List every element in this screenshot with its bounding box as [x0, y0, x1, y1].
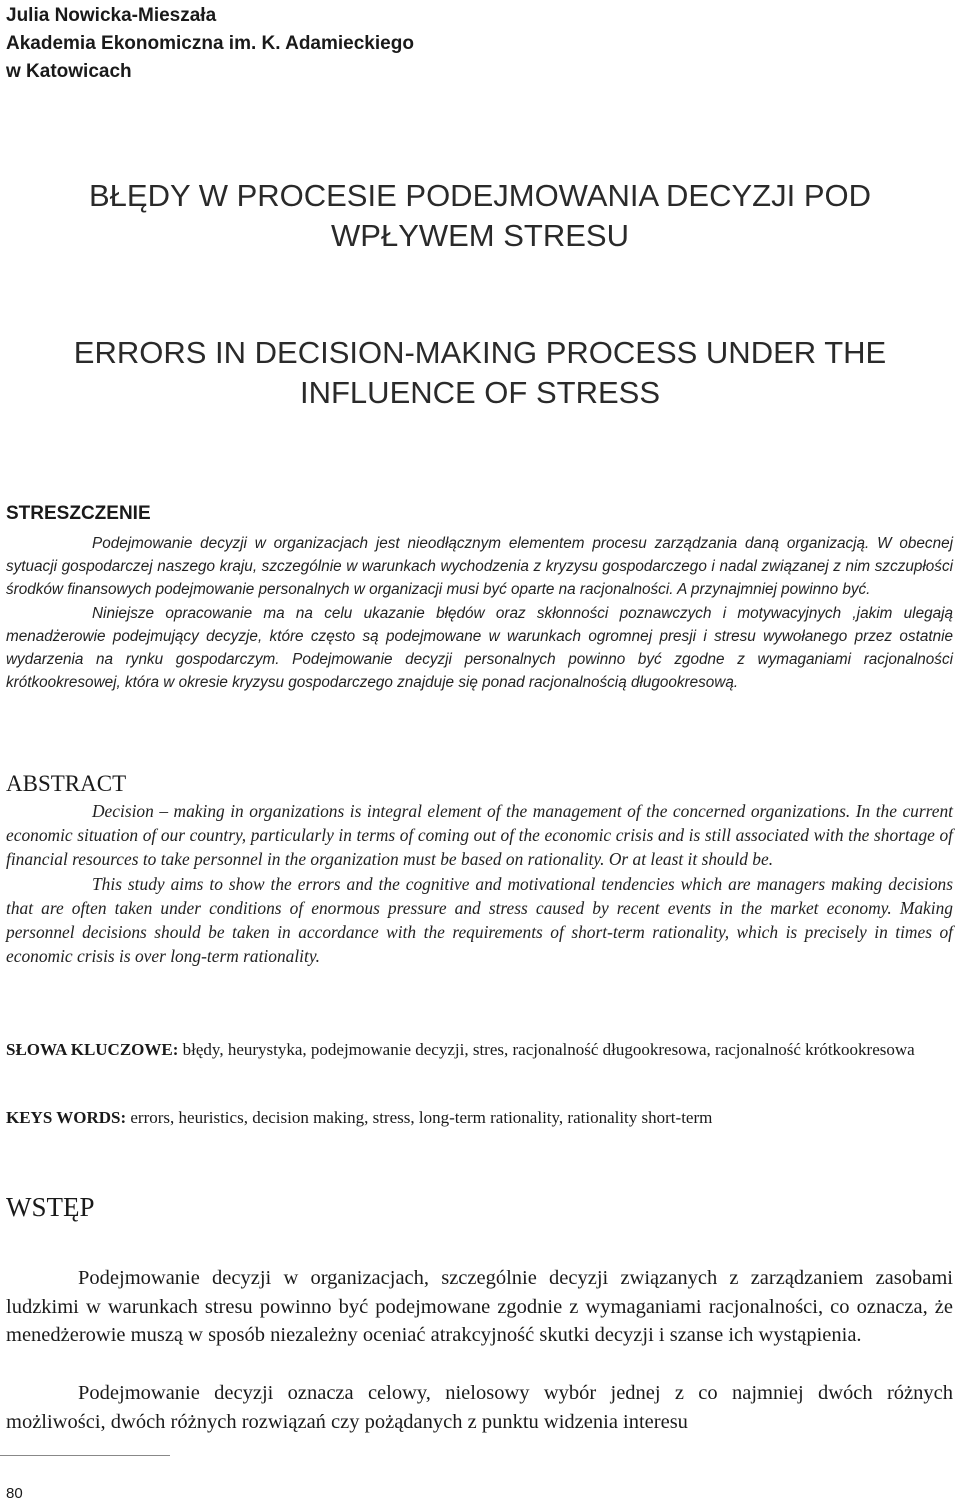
affiliation-line-1: Akademia Ekonomiczna im. K. Adamieckiego — [6, 33, 414, 54]
streszczenie-paragraph-2: Niniejsze opracowanie ma na celu ukazanie błędów oraz skłonności poznawczych i motywacyjnych ,jakim ulegają menadżerowie podejmujący decyzje, które często są podejmowane w warunkach ogromnej presji i stresu wywołanego przez ostatnie wydarzenia na rynku gospodarczym. Podejmowanie decyzji personalnych powinno być zgodne z wymaganiami racjonalności krótkookresowej, która w okresie kryzysu gospodarczego znajduje się ponad racjonalnością długookresową. — [6, 604, 953, 692]
title-english — [0, 333, 960, 413]
keywords-polish-label: SŁOWA KLUCZOWE: — [6, 1040, 179, 1059]
abstract-paragraph-2: This study aims to show the errors and the cognitive and motivational tendencies which are managers making decisions that are often taken under conditions of enormous pressure and stress caused by recent events in the market economy. Making personnel decisions should be taken in accordance with the requirements of short-term rationality, which is precisely in times of economic crisis is over long-term rationality. — [6, 873, 953, 967]
author-name: Julia Nowicka-Mieszała — [6, 5, 217, 26]
keywords-english-text: errors, heuristics, decision making, stress, long-term rationality, rationality short-term — [130, 1108, 713, 1127]
author-block — [6, 2, 414, 86]
keywords-english — [6, 1106, 953, 1130]
keywords-english-label: KEYS WORDS: — [6, 1108, 127, 1127]
title-polish-line-2: WPŁYWEM STRESU — [331, 218, 629, 253]
intro-paragraph-1: Podejmowanie decyzji w organizacjach, szczególnie decyzji związanych z zarządzaniem zasobami ludzkimi w warunkach stresu powinno być podejmowane zgodnie z wymaganiami racjonalności, co oznacza, że menedżerowie muszą w sposób niezależny oceniać atrakcyjność skutki decyzji i szanse ich wystąpienia. — [6, 1267, 953, 1347]
title-polish — [0, 176, 960, 256]
title-english-line-1: ERRORS IN DECISION-MAKING PROCESS UNDER THE — [73, 335, 887, 370]
intro-paragraph-2: Podejmowanie decyzji oznacza celowy, nielosowy wybór jednej z co najmniej dwóch różnych możliwości, dwóch różnych rozwiązań czy pożądanych z punktu widzenia interesu — [6, 1382, 953, 1433]
keywords-polish — [6, 1038, 953, 1062]
abstract-paragraph-1: Decision – making in organizations is integral element of the management of the concerned organizations. In the current economic situation of our country, particularly in terms of coming out of the economic crisis and is still associated with the shortage of financial resources to take personnel in the organization must be based on rationality. Or at least it should be. — [6, 801, 953, 870]
title-english-line-2: INFLUENCE OF STRESS — [300, 375, 660, 410]
streszczenie-heading: STRESZCZENIE — [6, 503, 151, 524]
streszczenie-paragraph-1: Podejmowanie decyzji w organizacjach jest nieodłącznym elementem procesu zarządzania daną organizacją. W obecnej sytuacji gospodarczej naszego kraju, szczególnie w warunkach wychodzenia z kryzysu gospodarczego i nadal związanej z nim szczupłości środków finansowych podejmowanie personalnych w organizacji musi być oparte na racjonalności. A przynajmniej powinno być. — [6, 535, 953, 599]
affiliation-line-2: w Katowicach — [6, 61, 132, 82]
title-polish-line-1: BŁĘDY W PROCESIE PODEJMOWANIA DECYZJI POD — [88, 178, 872, 213]
abstract-body — [6, 799, 953, 968]
keywords-polish-text: błędy, heurystyka, podejmowanie decyzji, stres, racjonalność długookresowa, racjonalność krótkookresowa — [182, 1040, 915, 1059]
intro-paragraph-2-block — [6, 1379, 953, 1436]
abstract-heading: ABSTRACT — [6, 771, 127, 796]
page-number: 80 — [6, 1485, 23, 1502]
streszczenie-body — [6, 532, 953, 694]
intro-paragraph-1-block — [6, 1264, 953, 1350]
intro-heading: WSTĘP — [6, 1192, 95, 1222]
footer-divider — [0, 1455, 170, 1456]
